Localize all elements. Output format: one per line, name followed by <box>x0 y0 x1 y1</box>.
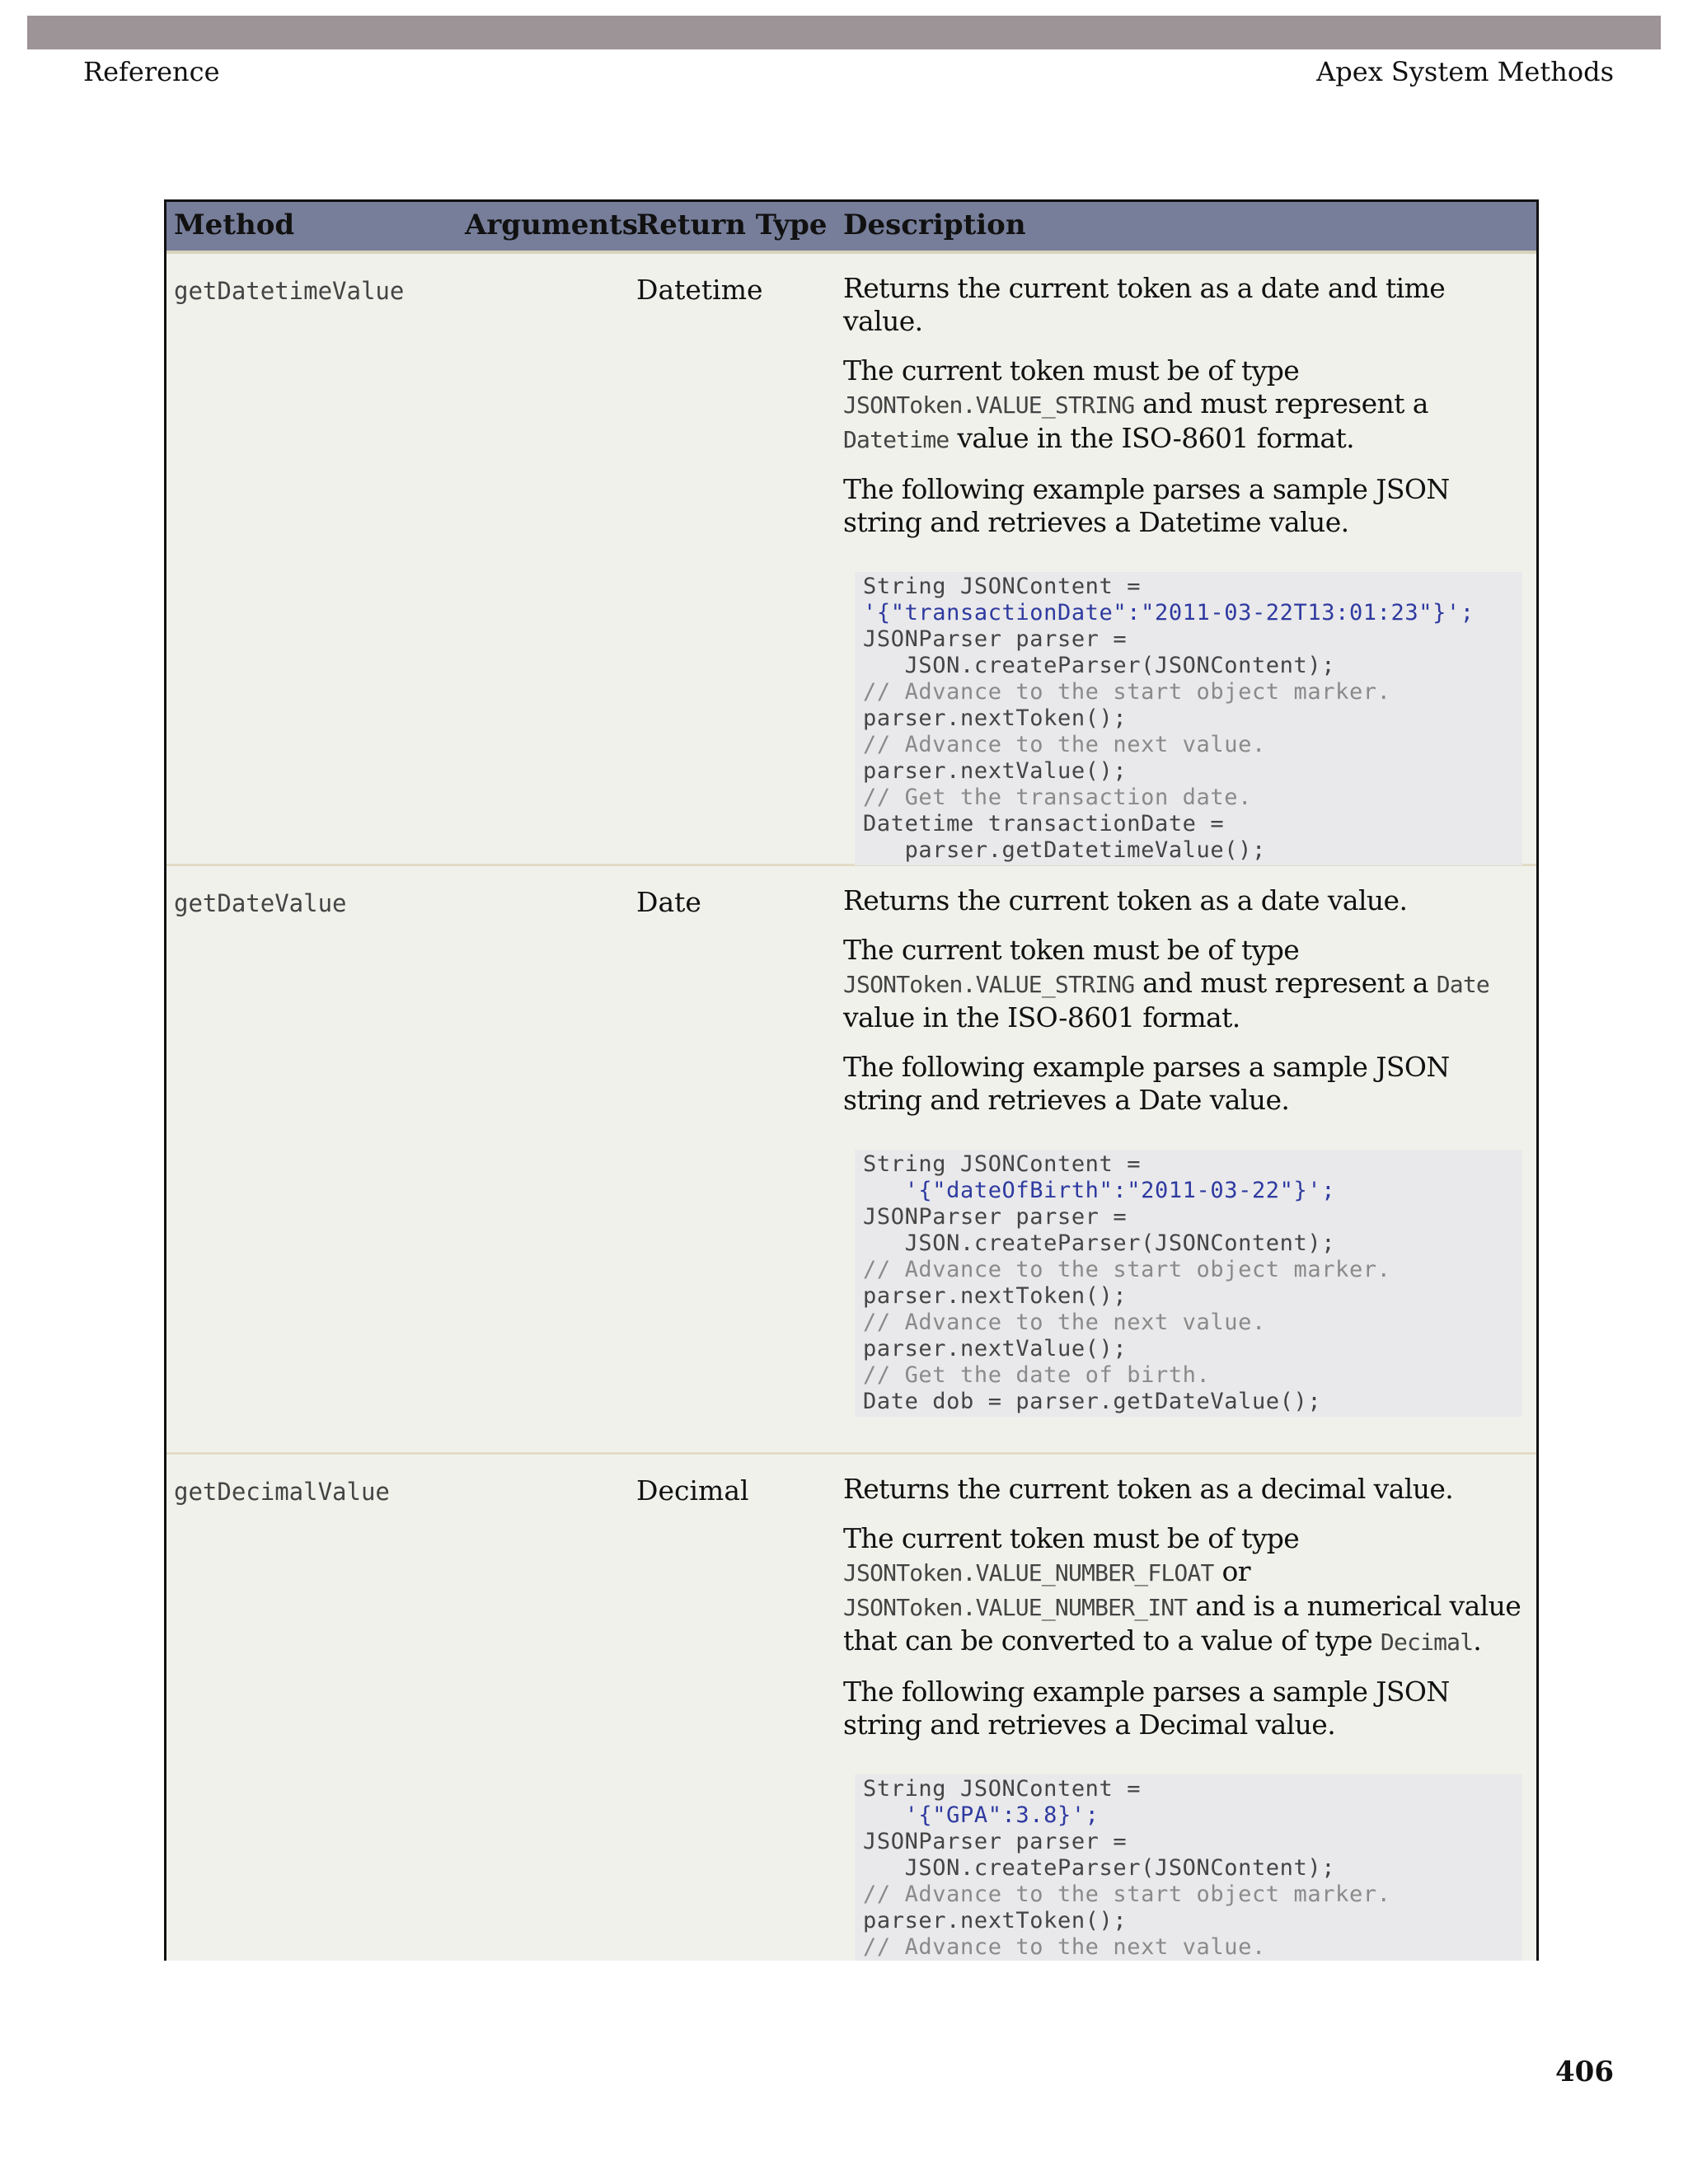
code-line: JSONParser parser = <box>863 626 1128 652</box>
column-header-description: Description <box>843 209 1026 241</box>
code-line: '{"GPA":3.8}'; <box>863 1802 1100 1828</box>
code-line: Date dob = parser.getDateValue(); <box>863 1389 1322 1414</box>
return-type: Decimal <box>636 1474 749 1507</box>
code-sample <box>855 1150 1522 1417</box>
code-line: Datetime transactionDate = <box>863 811 1225 837</box>
description-summary: Returns the current token as a date and time value. <box>843 272 1446 337</box>
header-chapter-title: Apex System Methods <box>1316 56 1614 87</box>
description-requirement <box>843 934 1532 1034</box>
description-example-intro: The following example parses a sample JSON string and retrieves a Decimal value. <box>843 1675 1450 1741</box>
page-number: 406 <box>1555 2055 1614 2088</box>
inline-code: Date <box>1436 971 1489 998</box>
description-requirement <box>843 1522 1532 1659</box>
method-description <box>843 272 1532 865</box>
code-line: // Advance to the next value. <box>863 732 1266 757</box>
table-header <box>166 202 1536 254</box>
header-bar <box>27 16 1661 49</box>
code-sample <box>855 572 1522 865</box>
code-line: // Advance to the start object marker. <box>863 679 1391 705</box>
code-line: parser.nextToken(); <box>863 1283 1128 1309</box>
inline-code: JSONToken.VALUE_STRING <box>843 971 1135 998</box>
column-header-arguments: Arguments <box>465 209 638 241</box>
code-line: parser.nextToken(); <box>863 705 1128 731</box>
code-line: JSON.createParser(JSONContent); <box>863 1230 1336 1256</box>
code-line: // Get the transaction date. <box>863 785 1252 810</box>
text: The current token must be of type <box>843 354 1300 387</box>
code-line: String JSONContent = <box>863 574 1142 599</box>
text: and must represent a <box>1134 967 1437 999</box>
header-section-title: Reference <box>83 56 220 87</box>
code-line: parser.nextToken(); <box>863 1908 1128 1933</box>
column-header-return-type: Return Type <box>636 209 828 241</box>
inline-code: JSONToken.VALUE_NUMBER_INT <box>843 1594 1188 1621</box>
text: . <box>1473 1624 1482 1657</box>
inline-code: Datetime <box>843 426 950 453</box>
method-description <box>843 884 1532 1417</box>
code-sample <box>855 1774 1522 1961</box>
code-line: // Advance to the start object marker. <box>863 1257 1391 1282</box>
text: The current token must be of type <box>843 934 1300 966</box>
code-line: '{"transactionDate":"2011-03-22T13:01:23"}'; <box>863 600 1475 626</box>
method-name: getDatetimeValue <box>174 277 405 305</box>
code-line: JSON.createParser(JSONContent); <box>863 1855 1336 1881</box>
inline-code: JSONToken.VALUE_STRING <box>843 391 1135 419</box>
inline-code: JSONToken.VALUE_NUMBER_FLOAT <box>843 1559 1214 1586</box>
description-summary: Returns the current token as a decimal value. <box>843 1473 1454 1505</box>
text: value in the ISO-8601 format. <box>949 422 1355 454</box>
code-line: parser.getDatetimeValue(); <box>863 837 1266 863</box>
code-line: // Advance to the next value. <box>863 1934 1266 1960</box>
text: and is a numerical value that can be converted to a value of type <box>843 1590 1522 1657</box>
return-type: Date <box>636 886 701 918</box>
column-header-method: Method <box>174 209 295 241</box>
inline-code: Decimal <box>1380 1629 1474 1656</box>
code-line: JSONParser parser = <box>863 1204 1128 1230</box>
code-line: String JSONContent = <box>863 1776 1142 1802</box>
text: The current token must be of type <box>843 1522 1300 1554</box>
code-line: '{"dateOfBirth":"2011-03-22"}'; <box>863 1178 1336 1203</box>
table-row <box>166 254 1536 866</box>
code-line: // Advance to the start object marker. <box>863 1882 1391 1907</box>
table-row <box>166 1455 1536 1961</box>
code-line: parser.nextValue(); <box>863 758 1128 784</box>
code-line: JSON.createParser(JSONContent); <box>863 653 1336 678</box>
code-line: // Get the date of birth. <box>863 1362 1211 1388</box>
text: or <box>1213 1555 1250 1587</box>
code-line: String JSONContent = <box>863 1151 1142 1177</box>
text: value in the ISO-8601 format. <box>843 1001 1240 1033</box>
description-requirement <box>843 354 1532 457</box>
method-description <box>843 1473 1532 1961</box>
code-line: // Advance to the next value. <box>863 1310 1266 1335</box>
text: and must represent a <box>1134 387 1428 419</box>
code-line: JSONParser parser = <box>863 1829 1128 1854</box>
return-type: Datetime <box>636 274 763 306</box>
methods-table <box>164 199 1539 1961</box>
description-example-intro: The following example parses a sample JSON string and retrieves a Datetime value. <box>843 473 1450 538</box>
description-summary: Returns the current token as a date value. <box>843 884 1408 916</box>
table-row <box>166 866 1536 1455</box>
code-line: parser.nextValue(); <box>863 1336 1128 1361</box>
description-example-intro: The following example parses a sample JSON string and retrieves a Date value. <box>843 1051 1450 1116</box>
method-name: getDecimalValue <box>174 1478 390 1506</box>
method-name: getDateValue <box>174 889 347 917</box>
